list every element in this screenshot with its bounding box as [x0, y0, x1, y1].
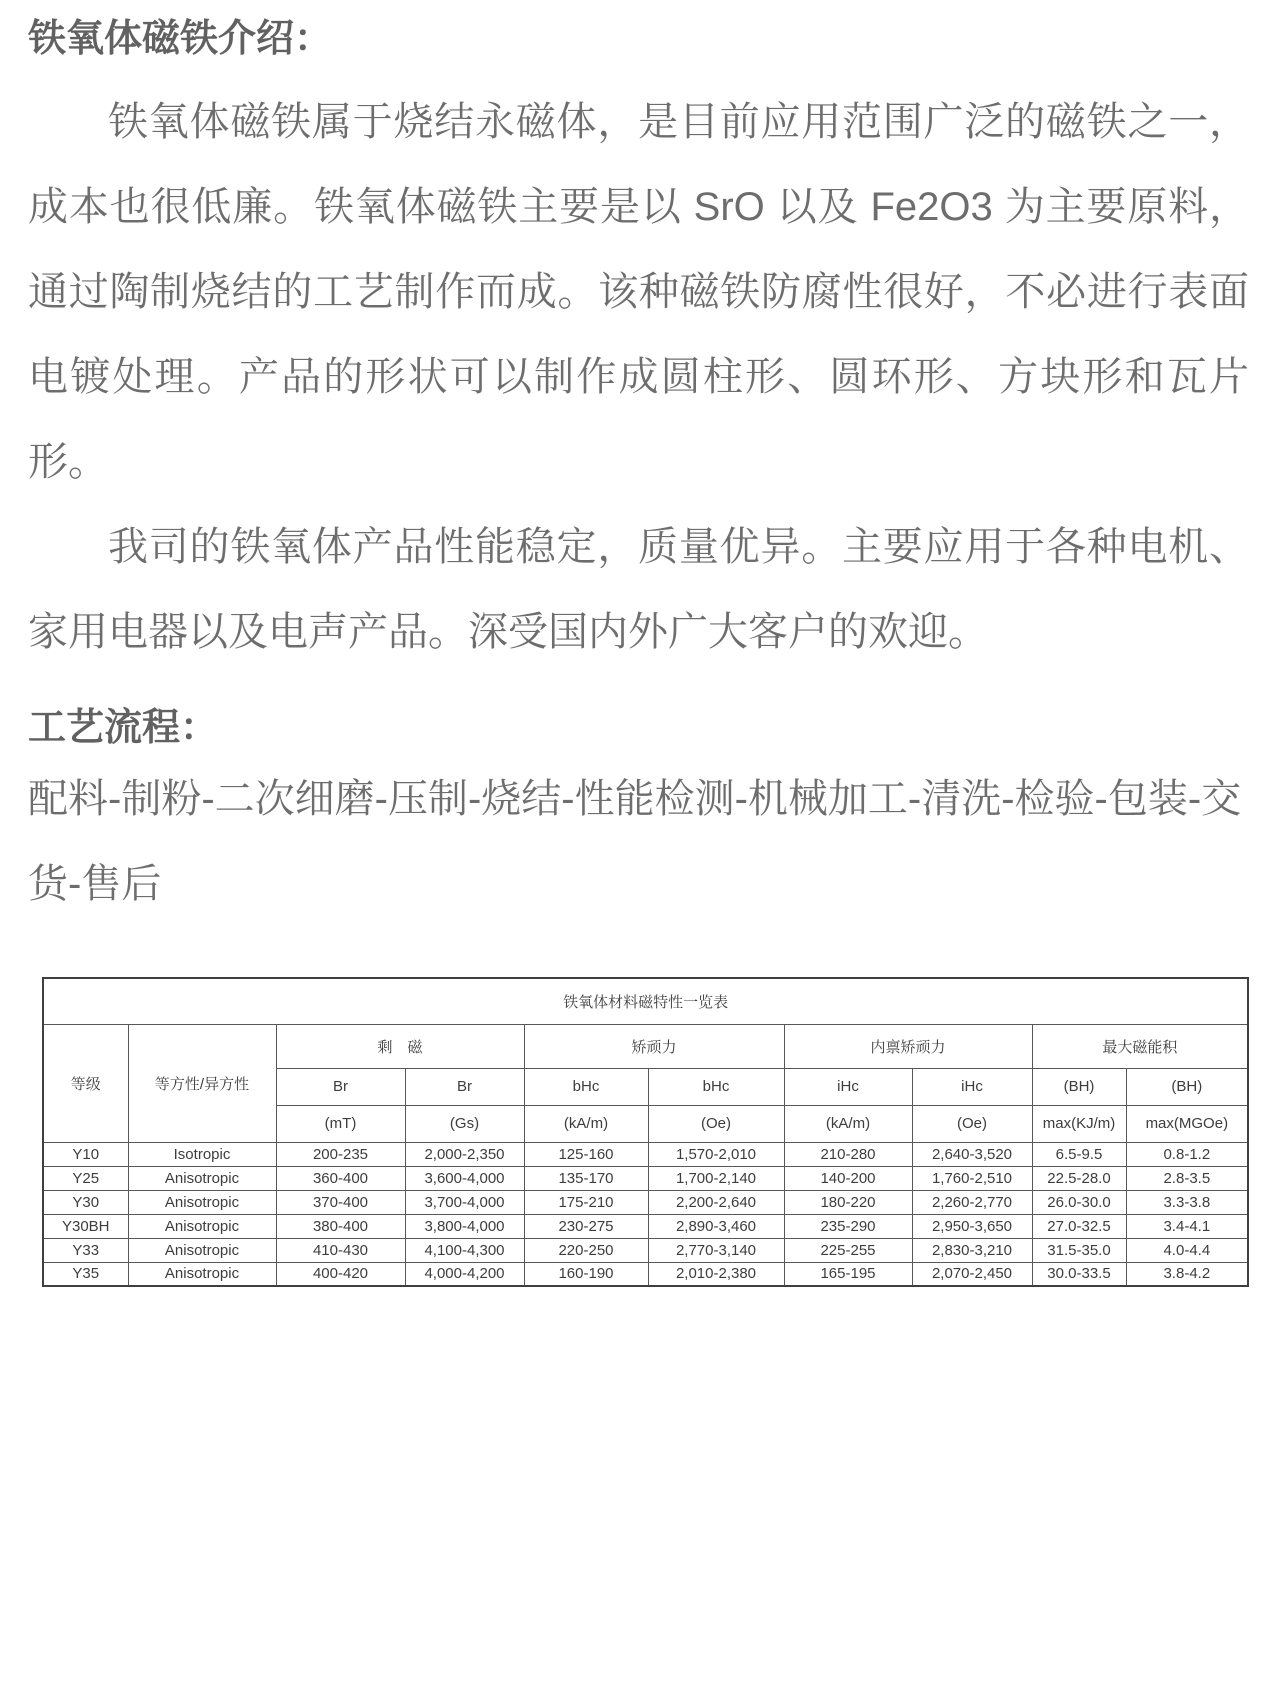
table-cell: 27.0-32.5 — [1032, 1214, 1126, 1238]
table-cell: 2,890-3,460 — [648, 1214, 784, 1238]
process-heading: 工艺流程： — [28, 707, 219, 749]
table-cell: 380-400 — [276, 1214, 405, 1238]
subheader-cell-0: Br — [276, 1068, 405, 1105]
table-cell: 165-195 — [784, 1262, 912, 1286]
units-cell-7: max(MGOe) — [1126, 1105, 1248, 1142]
table-row — [43, 1262, 1248, 1286]
table-cell: Isotropic — [128, 1142, 276, 1166]
subheader-cell-2: bHc — [524, 1068, 648, 1105]
table-cell: 175-210 — [524, 1190, 648, 1214]
subheader-cell-5: iHc — [912, 1068, 1032, 1105]
table-cell: 2,830-3,210 — [912, 1238, 1032, 1262]
table-cell: Y35 — [43, 1262, 128, 1286]
table-cell: Anisotropic — [128, 1214, 276, 1238]
table-cell: 230-275 — [524, 1214, 648, 1238]
table-cell: 200-235 — [276, 1142, 405, 1166]
column-group-max-energy-product: 最大磁能积 — [1032, 1024, 1248, 1068]
table-cell: 125-160 — [524, 1142, 648, 1166]
table-cell: 135-170 — [524, 1166, 648, 1190]
subheader-cell-4: iHc — [784, 1068, 912, 1105]
intro-paragraph-2: 我司的铁氧体产品性能稳定，质量优异。主要应用于各种电机、家用电器以及电声产品。深受国内外广大客户的欢迎。 — [28, 525, 1249, 654]
table-cell: 2,950-3,650 — [912, 1214, 1032, 1238]
subheader-cell-3: bHc — [648, 1068, 784, 1105]
table-cell: Y33 — [43, 1238, 128, 1262]
table-cell: 210-280 — [784, 1142, 912, 1166]
table-cell: Y10 — [43, 1142, 128, 1166]
table-cell: 31.5-35.0 — [1032, 1238, 1126, 1262]
table-row — [43, 1238, 1248, 1262]
table-cell: 3.3-3.8 — [1126, 1190, 1248, 1214]
table-cell: Y25 — [43, 1166, 128, 1190]
units-cell-0: (mT) — [276, 1105, 405, 1142]
subheader-cell-6: (BH) — [1032, 1068, 1126, 1105]
table-cell: 3.4-4.1 — [1126, 1214, 1248, 1238]
table-cell: 22.5-28.0 — [1032, 1166, 1126, 1190]
table-cell: 180-220 — [784, 1190, 912, 1214]
subheader-cell-7: (BH) — [1126, 1068, 1248, 1105]
table-cell: 3,600-4,000 — [405, 1166, 524, 1190]
units-cell-6: max(KJ/m) — [1032, 1105, 1126, 1142]
table-cell: 1,760-2,510 — [912, 1166, 1032, 1190]
table-cell: 3.8-4.2 — [1126, 1262, 1248, 1286]
units-cell-5: (Oe) — [912, 1105, 1032, 1142]
column-header-grade: 等级 — [43, 1024, 128, 1142]
table-cell: 370-400 — [276, 1190, 405, 1214]
table-cell: Y30BH — [43, 1214, 128, 1238]
table-cell: 2,640-3,520 — [912, 1142, 1032, 1166]
table-cell: 2,260-2,770 — [912, 1190, 1032, 1214]
units-cell-3: (Oe) — [648, 1105, 784, 1142]
units-cell-4: (kA/m) — [784, 1105, 912, 1142]
table-cell: Anisotropic — [128, 1190, 276, 1214]
column-header-isotropy: 等方性/异方性 — [128, 1024, 276, 1142]
intro-paragraph-1: 铁氧体磁铁属于烧结永磁体，是目前应用范围广泛的磁铁之一，成本也很低廉。铁氧体磁铁主要是以 SrO 以及 Fe2O3 为主要原料，通过陶制烧结的工艺制作而成。该种磁铁防腐性很好，不必进行表面电镀处理。产品的形状可以制作成圆柱形、圆环形、方块形和瓦片形。 — [28, 100, 1249, 484]
process-flow-text: 配料-制粉-二次细磨-压制-烧结-性能检测-机械加工-清洗-检验-包装-交货-售后 — [28, 777, 1242, 906]
column-group-intrinsic-coercivity: 内禀矫顽力 — [784, 1024, 1032, 1068]
column-group-coercivity: 矫顽力 — [524, 1024, 784, 1068]
units-cell-2: (kA/m) — [524, 1105, 648, 1142]
table-cell: 3,800-4,000 — [405, 1214, 524, 1238]
table-cell: 2,000-2,350 — [405, 1142, 524, 1166]
table-cell: 4,100-4,300 — [405, 1238, 524, 1262]
table-cell: Anisotropic — [128, 1238, 276, 1262]
table-row — [43, 1142, 1248, 1166]
subheader-cell-1: Br — [405, 1068, 524, 1105]
table-cell: 2,770-3,140 — [648, 1238, 784, 1262]
table-cell: 410-430 — [276, 1238, 405, 1262]
table-cell: 400-420 — [276, 1262, 405, 1286]
table-row — [43, 1190, 1248, 1214]
table-body — [43, 1142, 1248, 1286]
table-cell: 220-250 — [524, 1238, 648, 1262]
table-cell: 1,700-2,140 — [648, 1166, 784, 1190]
table-row — [43, 1214, 1248, 1238]
table-cell: Anisotropic — [128, 1166, 276, 1190]
intro-heading: 铁氧体磁铁介绍： — [28, 18, 333, 60]
table-row — [43, 1166, 1248, 1190]
table-cell: 2,010-2,380 — [648, 1262, 784, 1286]
table-title: 铁氧体材料磁特性一览表 — [43, 978, 1248, 1024]
table-cell: 140-200 — [784, 1166, 912, 1190]
table-cell: 235-290 — [784, 1214, 912, 1238]
table-cell: 2,200-2,640 — [648, 1190, 784, 1214]
table-cell: 1,570-2,010 — [648, 1142, 784, 1166]
table-cell: 2.8-3.5 — [1126, 1166, 1248, 1190]
column-group-remanence: 剩 磁 — [276, 1024, 524, 1068]
table-cell: Y30 — [43, 1190, 128, 1214]
table-cell: 3,700-4,000 — [405, 1190, 524, 1214]
table-cell: 4,000-4,200 — [405, 1262, 524, 1286]
table-cell: 4.0-4.4 — [1126, 1238, 1248, 1262]
table-cell: 6.5-9.5 — [1032, 1142, 1126, 1166]
table-title-row — [43, 978, 1248, 1024]
table-cell: 360-400 — [276, 1166, 405, 1190]
table-group-header-row — [43, 1024, 1248, 1068]
table-cell: 225-255 — [784, 1238, 912, 1262]
table-cell: 160-190 — [524, 1262, 648, 1286]
table-cell: 26.0-30.0 — [1032, 1190, 1126, 1214]
ferrite-spec-table — [42, 977, 1249, 1287]
units-cell-1: (Gs) — [405, 1105, 524, 1142]
table-cell: Anisotropic — [128, 1262, 276, 1286]
table-cell: 2,070-2,450 — [912, 1262, 1032, 1286]
table-cell: 0.8-1.2 — [1126, 1142, 1248, 1166]
table-cell: 30.0-33.5 — [1032, 1262, 1126, 1286]
spec-table-container — [42, 977, 1247, 1287]
